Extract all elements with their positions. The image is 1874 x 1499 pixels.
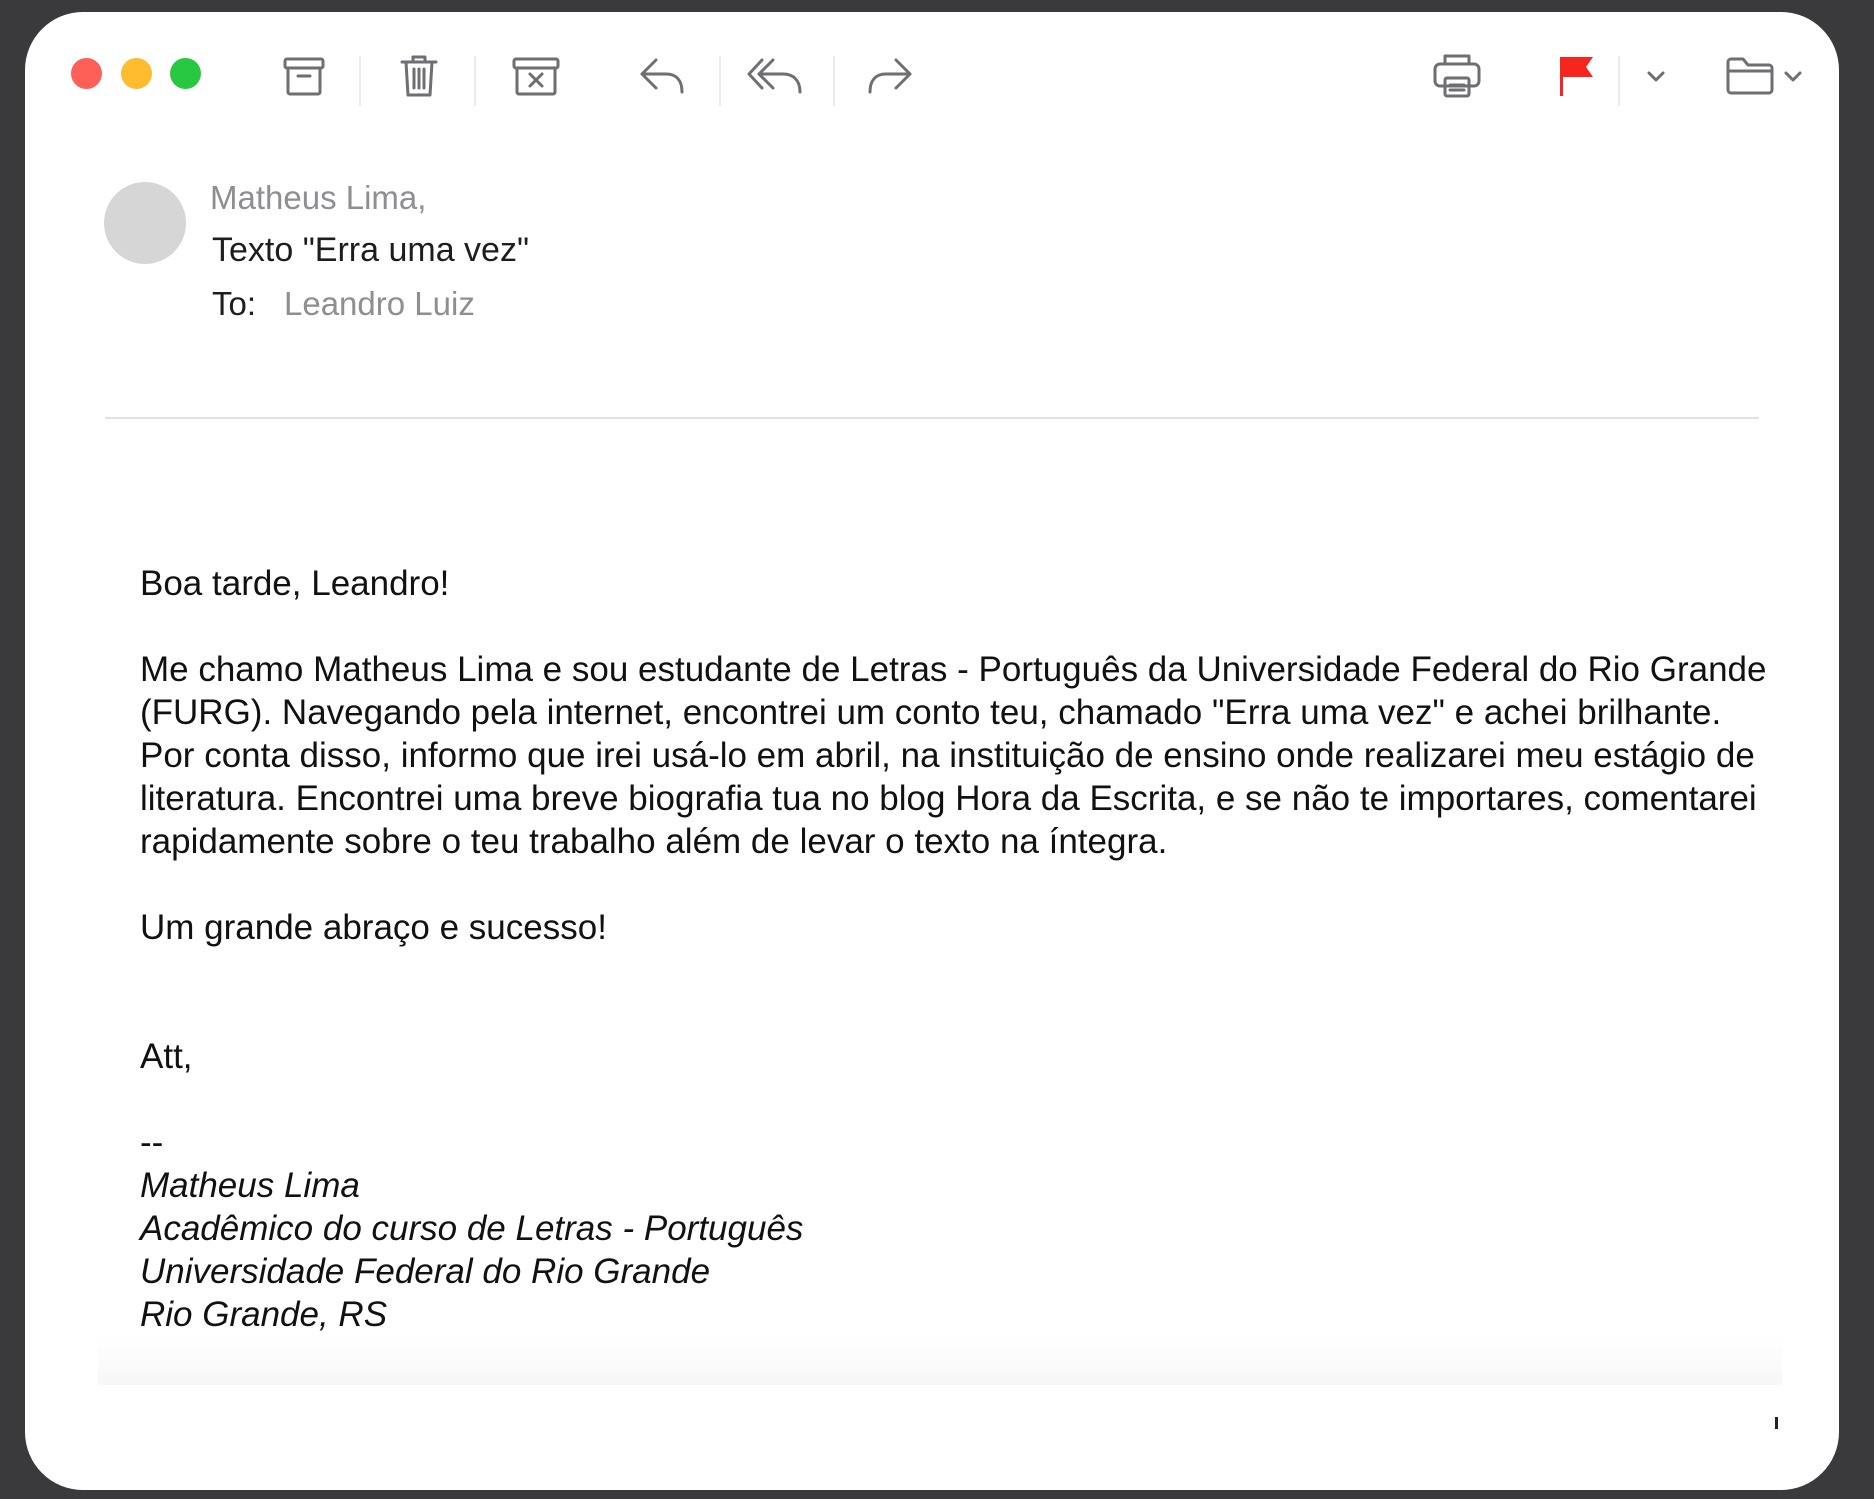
- message-subject: Texto "Erra uma vez": [212, 231, 530, 269]
- flag-icon: [1555, 54, 1597, 98]
- signature-location: Rio Grande, RS: [140, 1295, 388, 1334]
- message-closing: Um grande abraço e sucesso!: [140, 908, 607, 947]
- zoom-window-button[interactable]: [170, 58, 201, 89]
- signature-role: Acadêmico do curso de Letras - Português: [140, 1209, 804, 1248]
- sender-name[interactable]: Matheus Lima,: [210, 179, 427, 216]
- sender-avatar: [104, 182, 186, 264]
- message-paragraph: Me chamo Matheus Lima e sou estudante de Letras - Português da Universidade Federal do Rio Grande (FURG). Navegando pela internet, encontrei um conto teu, chamado "Erra uma vez" e achei brilhante. Por conta disso, informo que irei usá-lo em abril, na instituição de ensino onde realizarei meu estágio de literatura. Encontrei uma breve biografia tua no blog Hora da Escrita, e se não te importares, comentarei rapidamente sobre o teu trabalho além de levar o texto na íntegra.: [140, 650, 1767, 861]
- toolbar-separator: [474, 56, 476, 106]
- toolbar-separator: [359, 56, 361, 106]
- recipient-label: To:: [212, 285, 257, 322]
- junk-button[interactable]: [509, 52, 563, 100]
- close-window-button[interactable]: [71, 58, 102, 89]
- delete-button[interactable]: [397, 52, 441, 100]
- chevron-down-icon: [1646, 69, 1666, 83]
- minimize-window-button[interactable]: [121, 58, 152, 89]
- reply-icon: [638, 56, 686, 96]
- forward-icon: [866, 56, 914, 96]
- signature-name: Matheus Lima: [140, 1166, 360, 1205]
- signature-separator: --: [140, 1123, 164, 1162]
- trash-icon: [399, 53, 439, 99]
- reply-all-button[interactable]: [746, 52, 804, 100]
- scroll-fade: [98, 1337, 1782, 1385]
- flag-menu-button[interactable]: [1643, 52, 1669, 100]
- junk-icon: [511, 55, 561, 97]
- toolbar-separator: [833, 56, 835, 106]
- folder-icon: [1725, 56, 1775, 96]
- signature-university: Universidade Federal do Rio Grande: [140, 1252, 711, 1291]
- toolbar-separator: [719, 56, 721, 106]
- scroll-indicator[interactable]: [1775, 1417, 1778, 1429]
- flag-button[interactable]: [1553, 52, 1599, 100]
- move-to-folder-button[interactable]: [1722, 52, 1806, 100]
- chevron-down-icon: [1783, 69, 1803, 83]
- recipient-name[interactable]: Leandro Luiz: [284, 285, 475, 322]
- archive-button[interactable]: [280, 52, 328, 100]
- print-icon: [1432, 52, 1482, 100]
- toolbar-separator: [1618, 56, 1620, 106]
- message-body: [140, 562, 1780, 1336]
- reply-button[interactable]: [637, 52, 687, 100]
- message-signoff: Att,: [140, 1037, 193, 1076]
- print-button[interactable]: [1431, 52, 1483, 100]
- forward-button[interactable]: [865, 52, 915, 100]
- message-greeting: Boa tarde, Leandro!: [140, 564, 450, 603]
- header-divider: [105, 417, 1759, 419]
- archive-icon: [282, 55, 326, 97]
- mail-window: [25, 12, 1839, 1490]
- reply-all-icon: [746, 56, 804, 96]
